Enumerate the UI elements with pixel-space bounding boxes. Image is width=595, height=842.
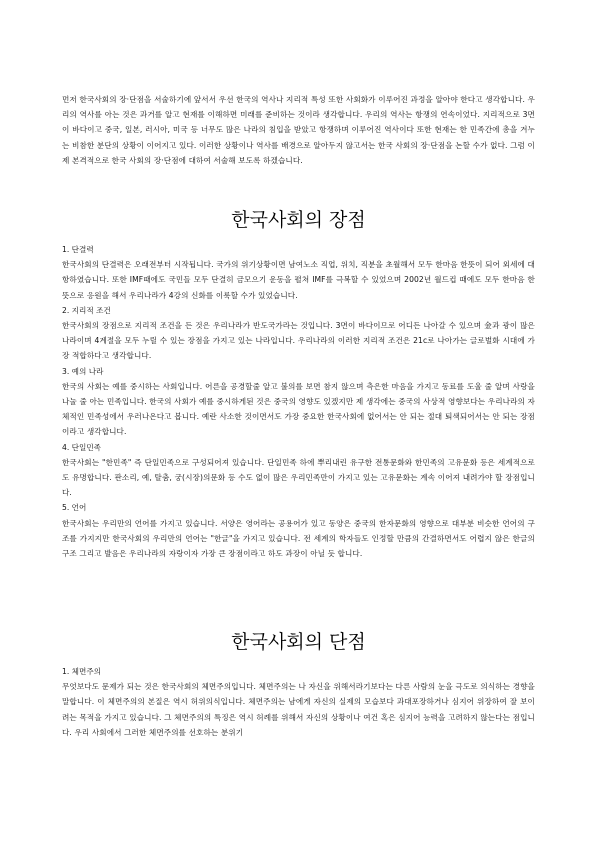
demerit-text-1: 무엇보다도 문제가 되는 것은 한국사회의 체면주의입니다. 체면주의는 나 자신을 위해서라기보다는 다른 사람의 눈을 극도로 의식하는 경향을 말합니다. 이 체면주의의 본질은 역시 허위의식입니다. 체면주의는 남에게 자신의 실제의 모습보다 과대포장하거나 심지어 위장하여 잘 보이려는 목적을 가지고 있습니다. 그 체면주의의 특징은 역시 허례를 위해서 자신의 상황이나 여건 혹은 심지어 능력을 고려하지 않는다는 점입니다. 우리 사회에서 그러한 체면주의를 선호하는 분위기 bbox=[62, 682, 535, 737]
demerits-title: 한국사회의 단점 bbox=[231, 631, 366, 653]
merit-text-2: 한국사회의 장점으로 지리적 조건을 든 것은 우리나라가 반도국가라는 것입니다. 3면이 바다이므로 어디든 나아갈 수 있으며 金과 광이 많은 나라이며 4계절을 모두 누릴 수 있는 장점을 가지고 있는 나라입니다. 우리나라의 이러한 지리적 조건은 21c로 나아가는 글로벌화 시대에 가장 적합하다고 생각합니다. bbox=[62, 321, 535, 361]
merit-text-3: 한국의 사회는 예를 중시하는 사회입니다. 어른을 공경할줄 알고 불의를 보면 참지 않으며 측은한 마음을 가지고 동료를 도울 줄 알며 사랑을 나눌 줄 아는 민족입니다. 한국의 사회가 예를 중시하게된 것은 중국의 영향도 있겠지만 제 생각에는 중국의 사상적 영향보다는 우리나라의 자체적인 민족성에서 우러나온다고 봅니다. 예란 사소한 것이면서도 가장 중요한 한국사회에 없어서는 안 되는 절대 퇴색되어서는 안 되는 장점이라고 생각합니다. bbox=[62, 381, 535, 437]
merit-text-5: 한국사회는 우리만의 언어를 가지고 있습니다. 서양은 영어라는 공용어가 있고 동양은 중국의 한자문화의 영향으로 대부분 비슷한 언어의 구조를 가지지만 한국사회의 우리만의 언어는 "한글"을 가지고 있습니다. 전 세계의 학자들도 인정할 만큼의 간결하면서도 어렵지 않은 한글의 구조 그리고 발음은 우리나라의 자랑이자 가장 큰 장점이라고 하도 과장이 아닐 듯 합니다. bbox=[62, 518, 535, 559]
intro-paragraph: 먼저 한국사회의 장·단점을 서술하기에 앞서서 우선 한국의 역사나 지리적 특성 또한 사회화가 이루어진 과정을 알아야 한다고 생각합니다. 우리의 역사를 아는 것은 과거를 알고 현재를 이해하면 미래를 준비하는 것이라 생각합니다. 우리의 역사는 항쟁의 연속이었다. 지리적으로 3면이 바다이고 중국, 일본, 러시아, 미국 등 너무도 많은 나라의 침입을 받았고 항쟁하며 이루어진 역사이다 또한 현재는 한 민족간에 총을 겨누는 비참한 분단의 상황이 이어지고 있다. 이러한 상황이나 역사를 배경으로 알아두지 않고서는 한국 사회의 장·단점을 논할 수가 없다. 그럼 이제 본격적으로 한국 사회의 장·단점에 대하여 서술해 보도록 하겠습니다. bbox=[62, 95, 535, 165]
demerits-section bbox=[62, 664, 535, 740]
merits-title: 한국사회의 장점 bbox=[231, 209, 366, 231]
merit-heading-2: 2. 지리적 조건 bbox=[62, 305, 111, 315]
merit-heading-4: 4. 단일민족 bbox=[62, 442, 102, 452]
demerits-title-block bbox=[62, 630, 535, 654]
merits-section bbox=[62, 242, 535, 561]
merit-text-1: 한국사회의 단결력은 오래전부터 시작됩니다. 국가의 위기상황이면 남여노소 직업, 위치, 직분을 초월해서 모두 한마음 한뜻이 되어 외세에 대항하였습니다. 또한 IMF때에도 국민들 모두 단결히 금모으기 운동을 펼쳐 IMF를 극복할 수 있었으며 2002년 월드컵 때에도 모두 한마음 한뜻으로 응원을 해서 우리나라가 4강의 신화를 이룩할 수가 있었습니다. bbox=[62, 260, 535, 300]
merit-heading-3: 3. 예의 나라 bbox=[62, 366, 104, 376]
merit-text-4: 한국사회는 "한민족" 즉 단일민족으로 구성되어져 있습니다. 단일민족 하에 뿌리내린 유구한 전통문화와 한민족의 고유문화 등은 세계적으로도 유명합니다. 판소리, 예, 탈춤, 궁(시장)의문화 등 수도 없이 많은 우리민족만이 가지고 있는 고유문화는 계속 이어져 내려가야 할 장점입니다. bbox=[62, 457, 535, 498]
merit-heading-5: 5. 언어 bbox=[62, 503, 87, 513]
intro-section bbox=[62, 92, 535, 168]
demerit-heading-1: 1. 체면주의 bbox=[62, 667, 102, 676]
merit-heading-1: 1. 단결력 bbox=[62, 245, 94, 254]
merits-title-block bbox=[62, 208, 535, 232]
